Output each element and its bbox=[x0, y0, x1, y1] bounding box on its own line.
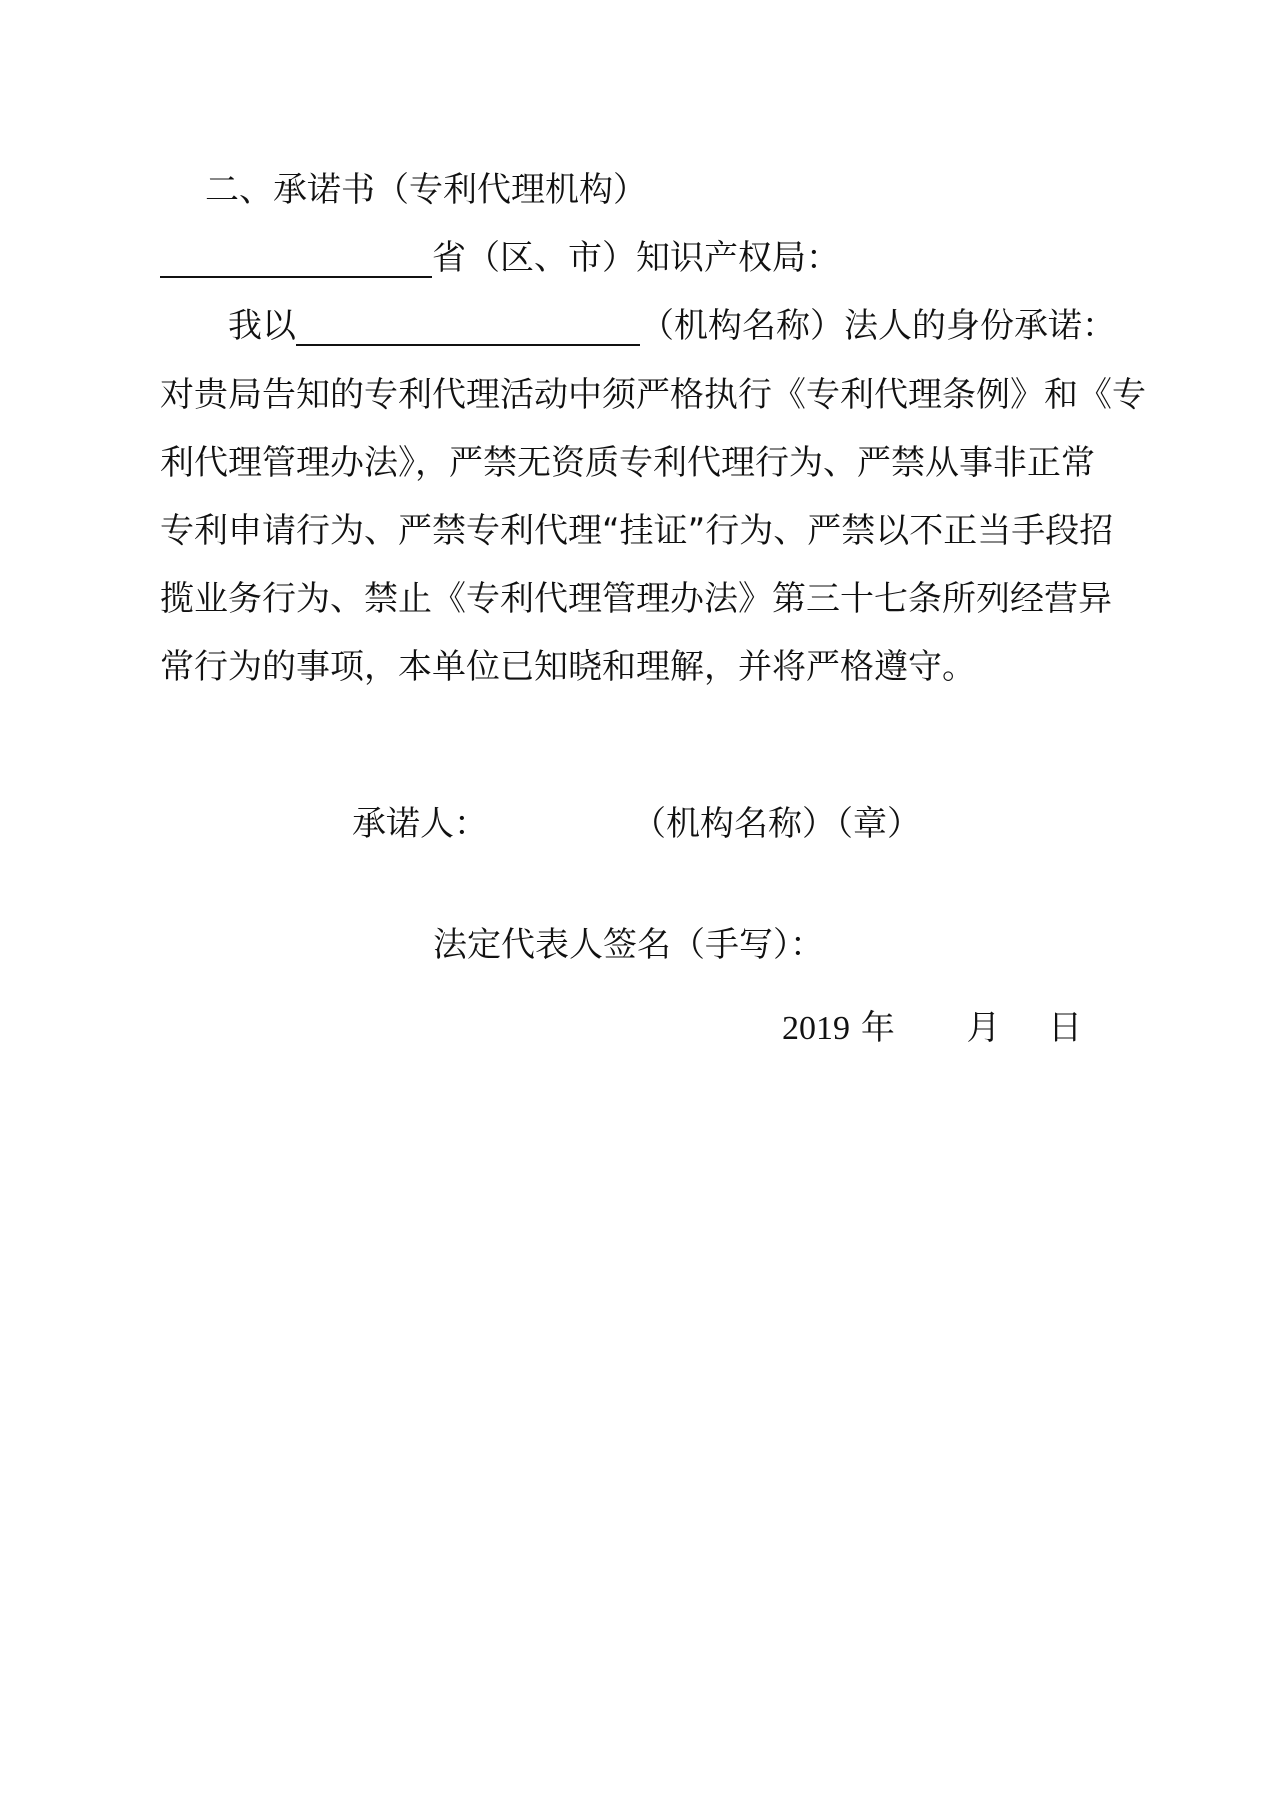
addressee-suffix: 省（区、市）知识产权局： bbox=[432, 238, 840, 278]
body-line: 专利申请行为、严禁专利代理“挂证”行为、严禁以不正当手段招 bbox=[160, 511, 1114, 551]
pledge-suffix: （机构名称）法人的身份承诺： bbox=[640, 306, 1116, 346]
org-name-blank bbox=[296, 308, 640, 346]
pledge-line bbox=[228, 306, 1116, 346]
province-blank bbox=[160, 240, 432, 278]
date-year-unit: 年 bbox=[860, 1008, 895, 1048]
body-line: 揽业务行为、禁止《专利代理管理办法》第三十七条所列经营异 bbox=[160, 579, 1112, 619]
pledge-prefix: 我以 bbox=[228, 306, 296, 346]
date-day-unit: 日 bbox=[1048, 1008, 1083, 1048]
date-line bbox=[782, 1008, 1082, 1049]
org-name-seal-label: （机构名称）（章） bbox=[632, 804, 921, 844]
promisor-label: 承诺人： bbox=[352, 804, 488, 844]
date-year: 2019 bbox=[782, 1010, 850, 1047]
body-line: 常行为的事项，本单位已知晓和理解，并将严格遵守。 bbox=[160, 647, 976, 687]
legal-rep-signature-label: 法定代表人签名（手写）： bbox=[433, 925, 824, 965]
heading: 二、承诺书（专利代理机构） bbox=[205, 170, 647, 210]
body-line: 利代理管理办法》，严禁无资质专利代理行为、严禁从事非正常 bbox=[160, 443, 1095, 483]
addressee-line bbox=[160, 238, 840, 278]
date-month-unit: 月 bbox=[966, 1008, 1001, 1048]
body-line: 对贵局告知的专利代理活动中须严格执行《专利代理条例》和《专 bbox=[160, 375, 1146, 415]
